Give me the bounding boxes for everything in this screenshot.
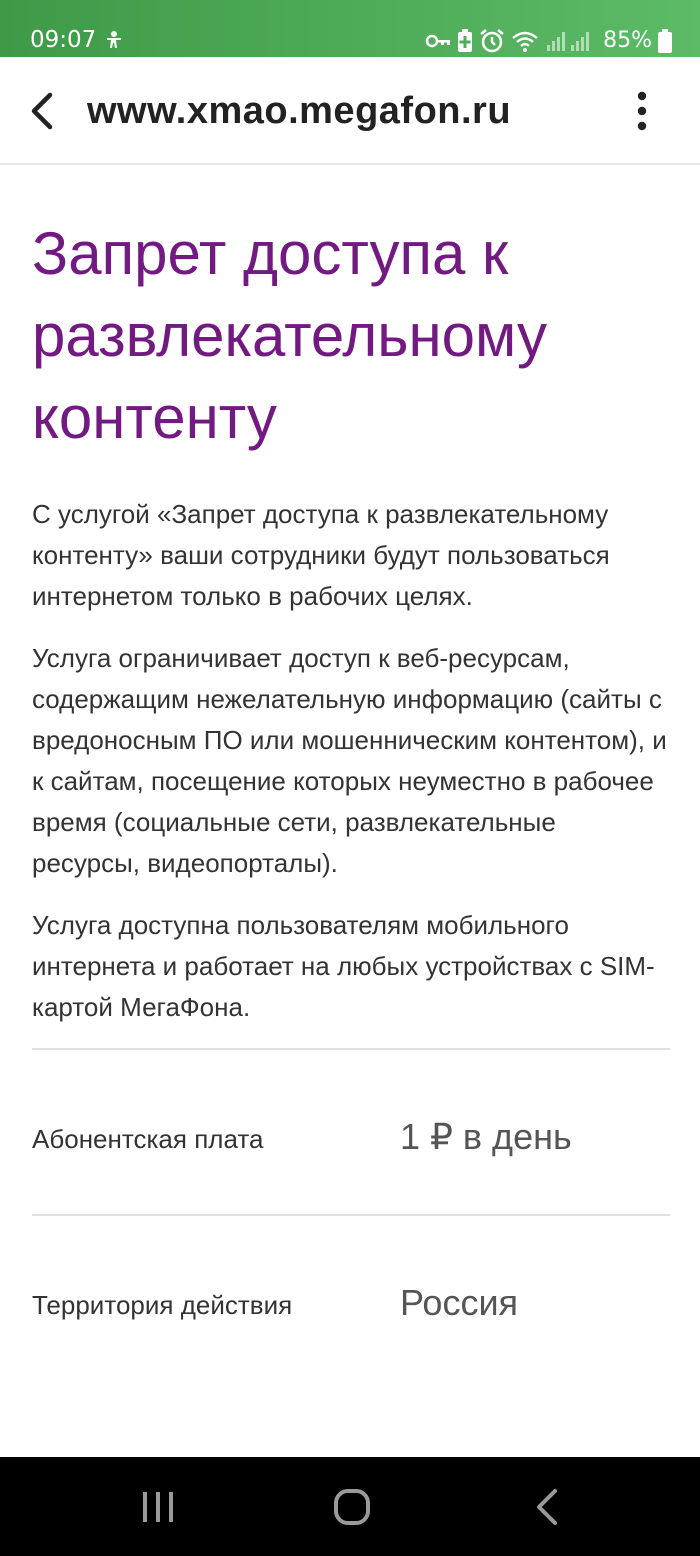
battery-percentage: 85%	[603, 28, 652, 53]
browser-toolbar	[0, 57, 700, 165]
info-label: Абонентская плата	[32, 1124, 264, 1154]
info-row-fee	[32, 1050, 670, 1214]
battery-icon	[658, 29, 672, 53]
home-icon[interactable]	[328, 1485, 376, 1529]
recent-apps-icon[interactable]	[134, 1485, 182, 1529]
page-title: Запрет доступа к развлекательному контенту	[32, 220, 547, 451]
battery-saver-icon	[457, 29, 473, 53]
description-paragraph: Услуга ограничивает доступ к веб-ресурсам, содержащим нежелательную информацию (сайты с вредоносным ПО или мошенническим контентом), и к сайтам, посещение которых неуместно в рабочее время (социальные сети, развлекательные ресурсы, видеопорталы).	[32, 643, 667, 878]
description-paragraph: Услуга доступна пользователям мобильного интернета и работает на любых устройствах с SIM-картой МегаФона.	[32, 910, 655, 1022]
signal-icon	[545, 29, 593, 53]
status-time: 09:07	[30, 27, 97, 53]
more-vert-icon[interactable]	[624, 89, 660, 133]
page-content	[32, 165, 670, 1380]
info-value: 1 ₽ в день	[400, 1116, 572, 1157]
status-bar	[0, 0, 700, 57]
description-paragraph: С услугой «Запрет доступа к развлекательному контенту» ваши сотрудники будут пользоваться интернетом только в рабочих целях.	[32, 499, 610, 611]
wifi-icon	[511, 29, 539, 53]
info-value: Россия	[400, 1282, 519, 1323]
status-icons	[425, 28, 672, 54]
back-icon[interactable]	[524, 1485, 572, 1529]
alarm-icon	[479, 28, 505, 54]
info-label: Территория действия	[32, 1290, 293, 1320]
accessibility-icon	[104, 30, 124, 50]
url-bar[interactable]: www.xmao.megafon.ru	[87, 90, 512, 132]
key-icon	[425, 33, 451, 49]
back-arrow-icon[interactable]	[24, 87, 62, 135]
info-row-territory	[32, 1216, 670, 1380]
navigation-bar	[0, 1457, 700, 1556]
